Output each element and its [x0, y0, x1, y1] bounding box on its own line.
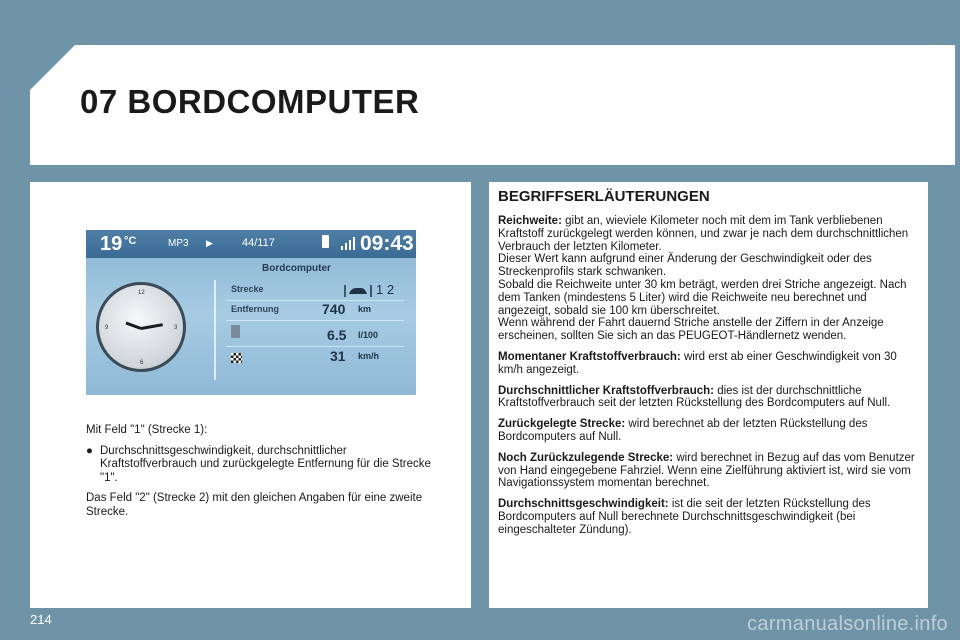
display-divider [214, 280, 216, 380]
clock-number: 9 [105, 325, 109, 331]
signal-strength-icon [341, 236, 355, 250]
field1-intro: Mit Feld "1" (Strecke 1): [86, 424, 208, 436]
glossary-text: Sobald die Reichweite unter 30 km beträgt, werden drei Striche angezeigt. Nach dem Tanken (mindestens 5 Liter) wird die Reichweite neu berechnet und angezeigt, sobald sie 100 km überschreitet. [498, 278, 907, 317]
page-number: 214 [30, 612, 52, 627]
clock-number: 6 [140, 360, 144, 366]
speed-value: 31 [330, 348, 346, 364]
glossary-text: wird berechnet in Bezug auf das vom Benutzer von Hand eingegebene Fahrziel. Wenn eine Zielführung aktiviert ist, wird sie vom Navigationssystem momentan berechnet. [498, 451, 915, 490]
distance-unit: km [358, 304, 372, 314]
glossary-entry [498, 215, 922, 343]
temperature-unit: °C [124, 235, 137, 247]
trip-label: Strecke [231, 284, 264, 294]
row-divider [226, 320, 404, 321]
glossary-entry [498, 452, 922, 490]
checkered-flag-icon [231, 353, 242, 363]
glossary-entry [498, 498, 922, 536]
glossary-entry [498, 418, 922, 444]
glossary-heading: BEGRIFFSERLÄUTERUNGEN [498, 188, 710, 205]
glossary-text: ist die seit der letzten Rückstellung des Bordcomputers auf Null berechnete Durchschnittsgeschwindigkeit (bei eingeschalteter Zündung). [498, 498, 871, 536]
row-divider [226, 346, 404, 347]
glossary-text: wird erst ab einer Geschwindigkeit von 30 km/h angezeigt. [498, 350, 897, 376]
glossary [498, 188, 922, 545]
field-description [86, 424, 431, 526]
glossary-text: Dieser Wert kann aufgrund einer Änderung der Geschwindigkeit oder des Streckenprofils stark schwanken. [498, 253, 872, 279]
chapter-title: 07 BORDCOMPUTER [80, 83, 420, 120]
distance-value: 740 [322, 301, 346, 317]
track-number: 44/117 [242, 237, 275, 249]
glossary-text: wird berechnet ab der letzten Rückstellung des Bordcomputers auf Null. [498, 418, 868, 443]
trip-numbers: 1 2 [376, 282, 395, 297]
glossary-term: Zurückgelegte Strecke: [498, 418, 626, 431]
car-icon [344, 284, 372, 298]
glossary-term: Momentaner Kraftstoffverbrauch: [498, 350, 681, 363]
glossary-text: gibt an, wieviele Kilometer noch mit dem im Tank verbliebenen Kraftstoff zurückgelegt werden können, und zwar je nach dem durchschnittlichen Verbrauch der letzten Kilometer. [498, 215, 909, 253]
glossary-term: Durchschnittlicher Kraftstoffverbrauch: [498, 384, 714, 397]
speed-unit: km/h [358, 351, 380, 361]
phone-icon [322, 235, 329, 248]
clock-number: 3 [174, 325, 178, 331]
consumption-unit: l/100 [358, 330, 379, 340]
glossary-term: Noch Zurückzulegende Strecke: [498, 451, 674, 464]
hour-hand [125, 322, 141, 330]
audio-source: MP3 [168, 238, 189, 249]
display-title: Bordcomputer [262, 263, 331, 274]
field1-bullet-text: Durchschnittsgeschwindigkeit, durchschnittlicher Kraftstoffverbrauch und zurückgelegte Entfernung für die Strecke "1". [100, 444, 431, 484]
analog-clock-icon [96, 282, 186, 372]
play-icon: ▶ [206, 238, 213, 248]
minute-hand [141, 323, 163, 330]
bullet-icon: ● [86, 444, 93, 457]
glossary-text: dies ist der durchschnittliche Kraftstoffverbrauch seit der letzten Rückstellung des Bordcomputers auf Null. [498, 384, 891, 410]
fuel-pump-icon [231, 325, 240, 338]
glossary-entry [498, 385, 922, 411]
glossary-entry [498, 351, 922, 377]
clock-time: 09:43 [360, 232, 414, 255]
field1-bullet [86, 445, 431, 486]
display-status-bar [86, 230, 416, 258]
distance-label: Entfernung [231, 304, 279, 314]
consumption-value: 6.5 [327, 327, 347, 343]
glossary-term: Durchschnittsgeschwindigkeit: [498, 498, 669, 511]
glossary-text: Wenn während der Fahrt dauernd Striche anstelle der Ziffern in der Anzeige erscheinen, sollten Sie sich an das PEUGEOT-Händlernetz wenden. [498, 317, 884, 343]
row-divider [226, 300, 404, 301]
watermark: carmanualsonline.info [747, 613, 948, 635]
glossary-term: Reichweite: [498, 215, 562, 227]
field2-text: Das Feld "2" (Strecke 2) mit den gleichen Angaben für eine zweite Strecke. [86, 492, 423, 518]
bordcomputer-display [86, 230, 416, 395]
clock-number: 12 [138, 290, 145, 296]
temperature-value: 19 [100, 233, 123, 255]
